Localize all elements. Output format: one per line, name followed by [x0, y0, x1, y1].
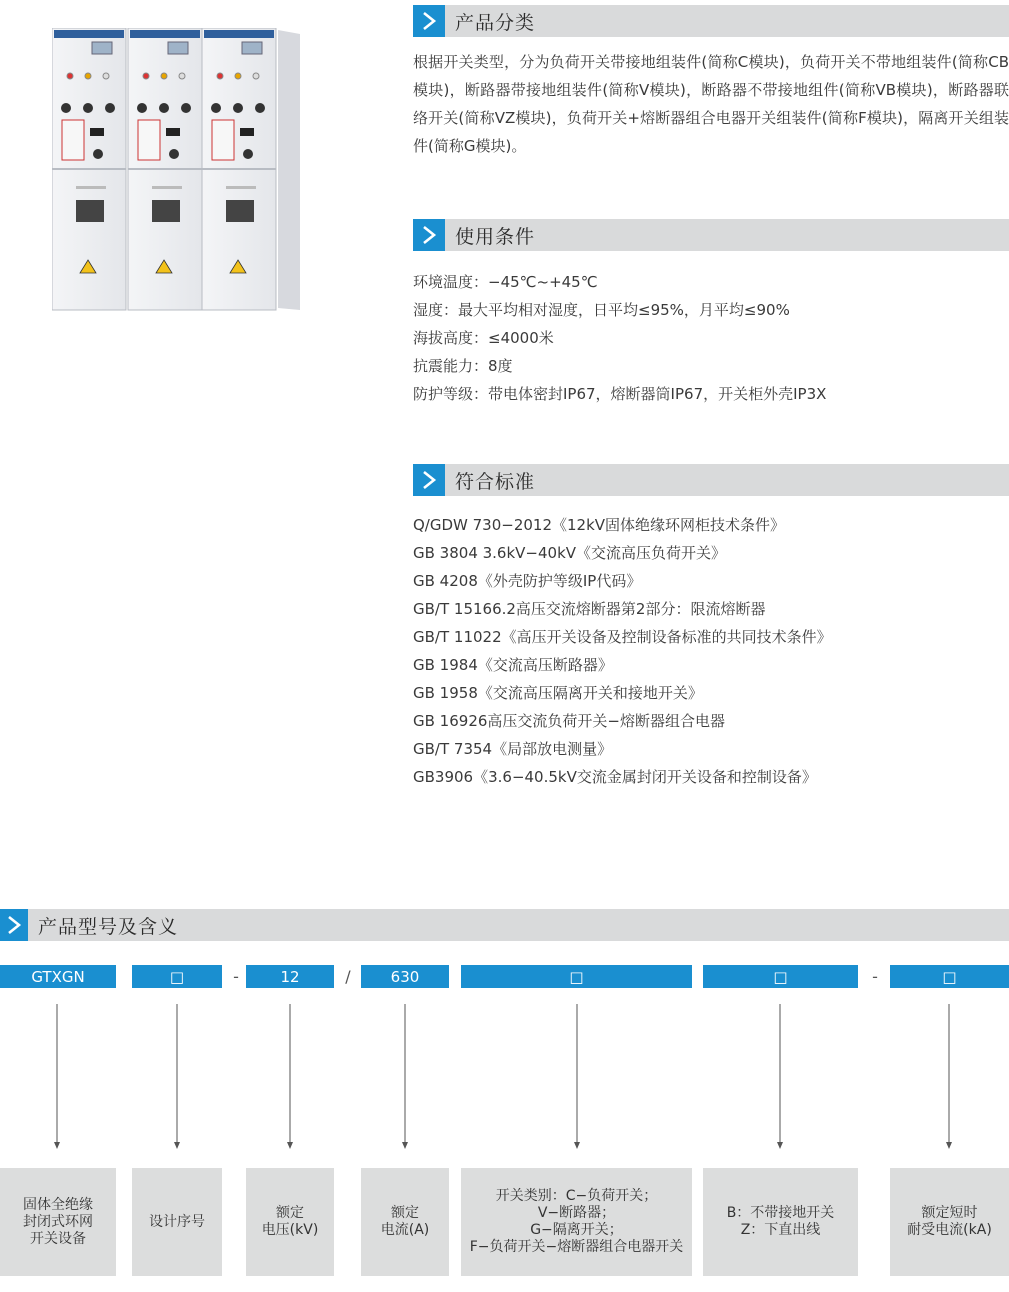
- standard-item: Q/GDW 730−2012《12kV固体绝缘环网柜技术条件》: [413, 516, 786, 534]
- chevron-right-icon: [413, 5, 445, 37]
- chevron-right-icon: [0, 909, 28, 941]
- arrow-down-icon: [944, 1004, 954, 1150]
- standard-item: GB 3804 3.6kV−40kV《交流高压负荷开关》: [413, 544, 727, 562]
- model-code-earthing: □: [703, 965, 858, 988]
- model-code-current: 630: [361, 965, 449, 988]
- section-header-conditions: [413, 219, 1009, 251]
- section-title: 使用条件: [455, 225, 536, 248]
- section-title: 产品型号及含义: [38, 915, 179, 938]
- standard-item: GB 4208《外壳防护等级IP代码》: [413, 572, 642, 590]
- standard-item: GB 16926高压交流负荷开关−熔断器组合电器: [413, 712, 725, 730]
- conditions-list: [413, 268, 1009, 408]
- section-header-model: [0, 909, 1009, 941]
- arrow-down-icon: [172, 1004, 182, 1150]
- model-code-series: GTXGN: [0, 965, 116, 988]
- standards-list: [413, 511, 1009, 791]
- condition-item: 抗震能力：8度: [413, 357, 513, 375]
- meaning-earthing: B：不带接地开关 Z：下直出线: [703, 1168, 858, 1276]
- standard-item: GB 1958《交流高压隔离开关和接地开关》: [413, 684, 703, 702]
- model-code-voltage: 12: [246, 965, 334, 988]
- model-separator: -: [233, 967, 239, 986]
- section-title: 产品分类: [455, 11, 536, 34]
- condition-item: 海拔高度：≤4000米: [413, 329, 554, 347]
- meaning-rated-voltage: 额定 电压(kV): [246, 1168, 334, 1276]
- arrow-down-icon: [52, 1004, 62, 1150]
- condition-item: 防护等级：带电体密封IP67，熔断器筒IP67，开关柜外壳IP3X: [413, 385, 827, 403]
- section-header-classification: [413, 5, 1009, 37]
- arrow-down-icon: [775, 1004, 785, 1150]
- switchgear-product-image: [52, 28, 302, 313]
- model-code-design-serial: □: [132, 965, 222, 988]
- model-separator: -: [872, 967, 878, 986]
- model-separator: /: [345, 967, 351, 986]
- model-code-switch-type: □: [461, 965, 692, 988]
- chevron-right-icon: [413, 464, 445, 496]
- standard-item: GB/T 11022《高压开关设备及控制设备标准的共同技术条件》: [413, 628, 832, 646]
- meaning-short-time-current: 额定短时 耐受电流(kA): [890, 1168, 1009, 1276]
- standard-item: GB/T 7354《局部放电测量》: [413, 740, 613, 758]
- model-code-short-time-current: □: [890, 965, 1009, 988]
- arrow-down-icon: [572, 1004, 582, 1150]
- condition-item: 湿度：最大平均相对湿度，日平均≤95%，月平均≤90%: [413, 301, 790, 319]
- meaning-series: 固体全绝缘 封闭式环网 开关设备: [0, 1168, 116, 1276]
- section-title: 符合标准: [455, 470, 536, 493]
- standard-item: GB 1984《交流高压断路器》: [413, 656, 613, 674]
- meaning-switch-type: 开关类别：C−负荷开关； V−断路器； G−隔离开关； F−负荷开关−熔断器组合电器开关: [461, 1168, 692, 1276]
- chevron-right-icon: [413, 219, 445, 251]
- arrow-down-icon: [400, 1004, 410, 1150]
- arrow-down-icon: [285, 1004, 295, 1150]
- meaning-design-serial: 设计序号: [132, 1168, 222, 1276]
- meaning-rated-current: 额定 电流(A): [361, 1168, 449, 1276]
- condition-item: 环境温度：−45℃~+45℃: [413, 273, 598, 291]
- classification-text: 根据开关类型，分为负荷开关带接地组装件(简称C模块)，负荷开关不带地组装件(简称CB模块)，断路器带接地组装件(简称V模块)，断路器不带接地组件(简称VB模块)，断路器联络开关(简称VZ模块)，负荷开关+熔断器组合电器开关组装件(简称F模块)，隔离开关组装件(简称G模块)。: [413, 53, 1009, 155]
- section-header-standards: [413, 464, 1009, 496]
- standard-item: GB/T 15166.2高压交流熔断器第2部分：限流熔断器: [413, 600, 766, 618]
- standard-item: GB3906《3.6−40.5kV交流金属封闭开关设备和控制设备》: [413, 768, 817, 786]
